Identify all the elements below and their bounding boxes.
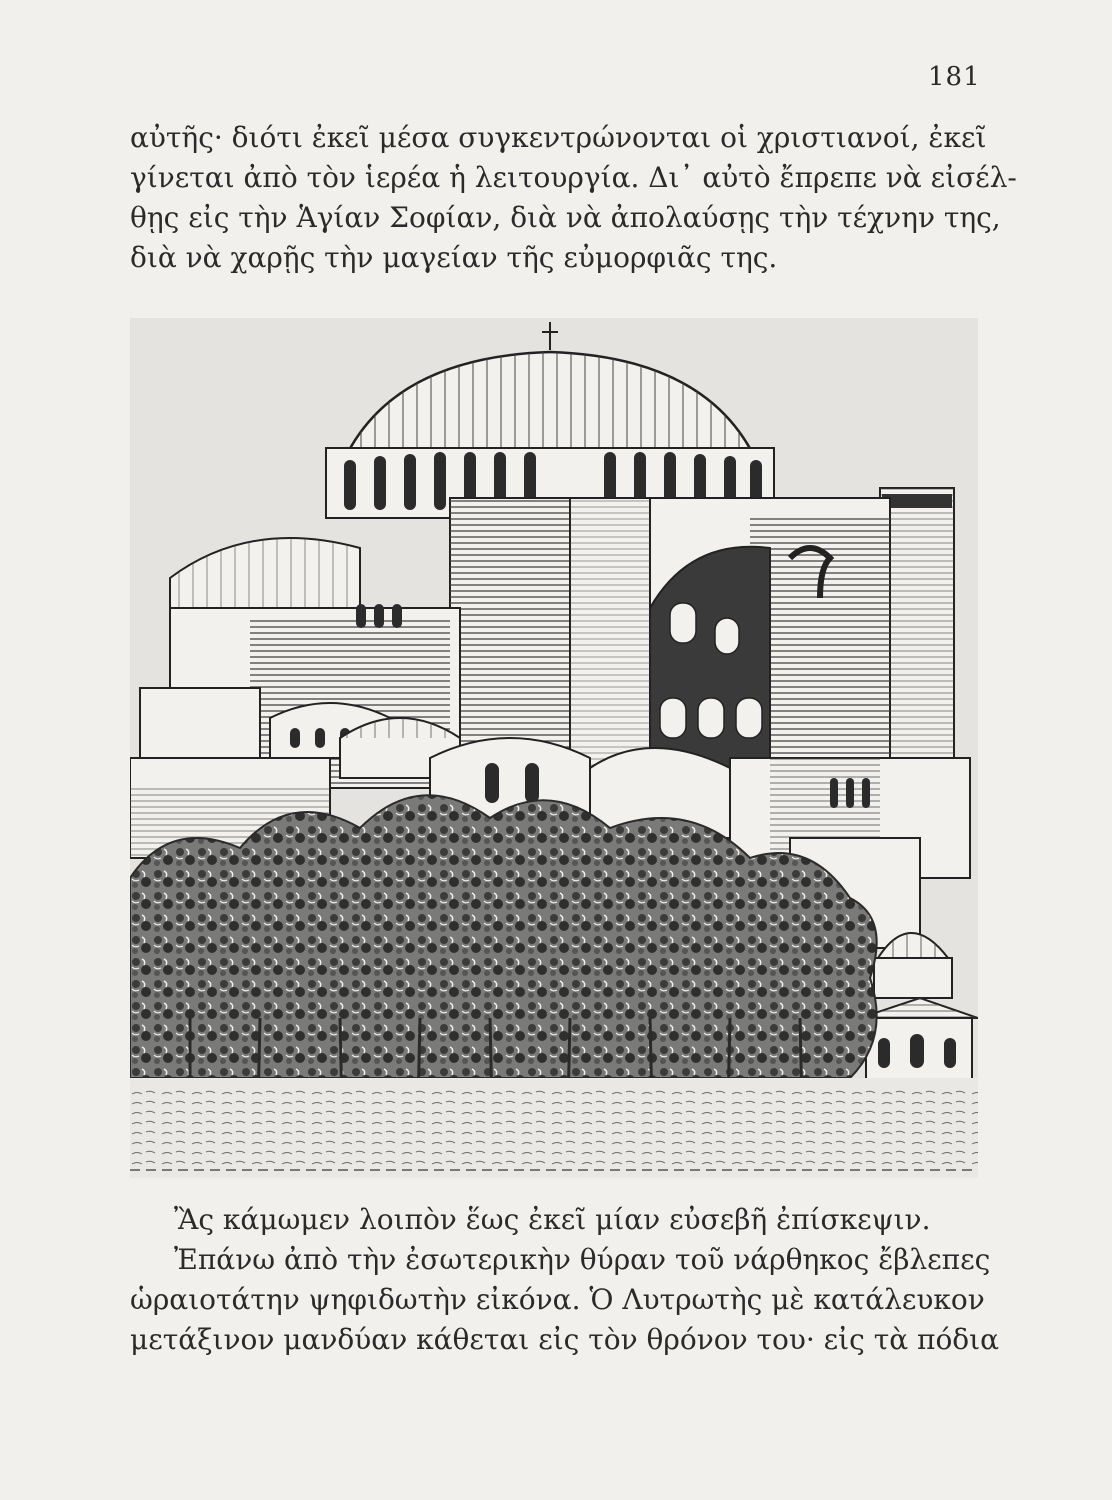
text-line: ὡραιοτάτην ψηφιδωτὴν εἰκόνα. Ὁ Λυτρωτὴς μὲ κατάλευκον: [130, 1283, 985, 1316]
text-line: αὐτῆς· διότι ἐκεῖ μέσα συγκεντρώνονται οἱ χριστιανοί, ἐκεῖ: [130, 121, 987, 154]
ground: [130, 1078, 978, 1178]
bottom-paragraph: [130, 1200, 1000, 1360]
text-line: θῃς εἰς τὴν Ἁγίαν Σοφίαν, διὰ νὰ ἀπολαύσῃς τὴν τέχνην της,: [130, 201, 1001, 234]
top-paragraph: [130, 118, 1017, 278]
text-line: μετάξινον μανδύαν κάθεται εἰς τὸν θρόνον του· εἰς τὰ πόδια: [130, 1323, 1000, 1356]
page-number: 181: [928, 62, 981, 92]
text-line: Ἐπάνω ἀπὸ τὴν ἐσωτερικὴν θύραν τοῦ νάρθηκος ἔβλεπες: [174, 1243, 991, 1276]
text-line: Ἂς κάμωμεν λοιπὸν ἕως ἐκεῖ μίαν εὐσεβῆ ἐπίσκεψιν.: [174, 1203, 931, 1236]
hagia-sophia-illustration: [130, 318, 978, 1178]
text-line: γίνεται ἀπὸ τὸν ἱερέα ἡ λειτουργία. Δι᾽ αὐτὸ ἔπρεπε νὰ εἰσέλ-: [130, 161, 1017, 194]
text-line: διὰ νὰ χαρῇς τὴν μαγείαν τῆς εὐμορφιᾶς της.: [130, 241, 778, 274]
right-buttress: [880, 488, 954, 778]
